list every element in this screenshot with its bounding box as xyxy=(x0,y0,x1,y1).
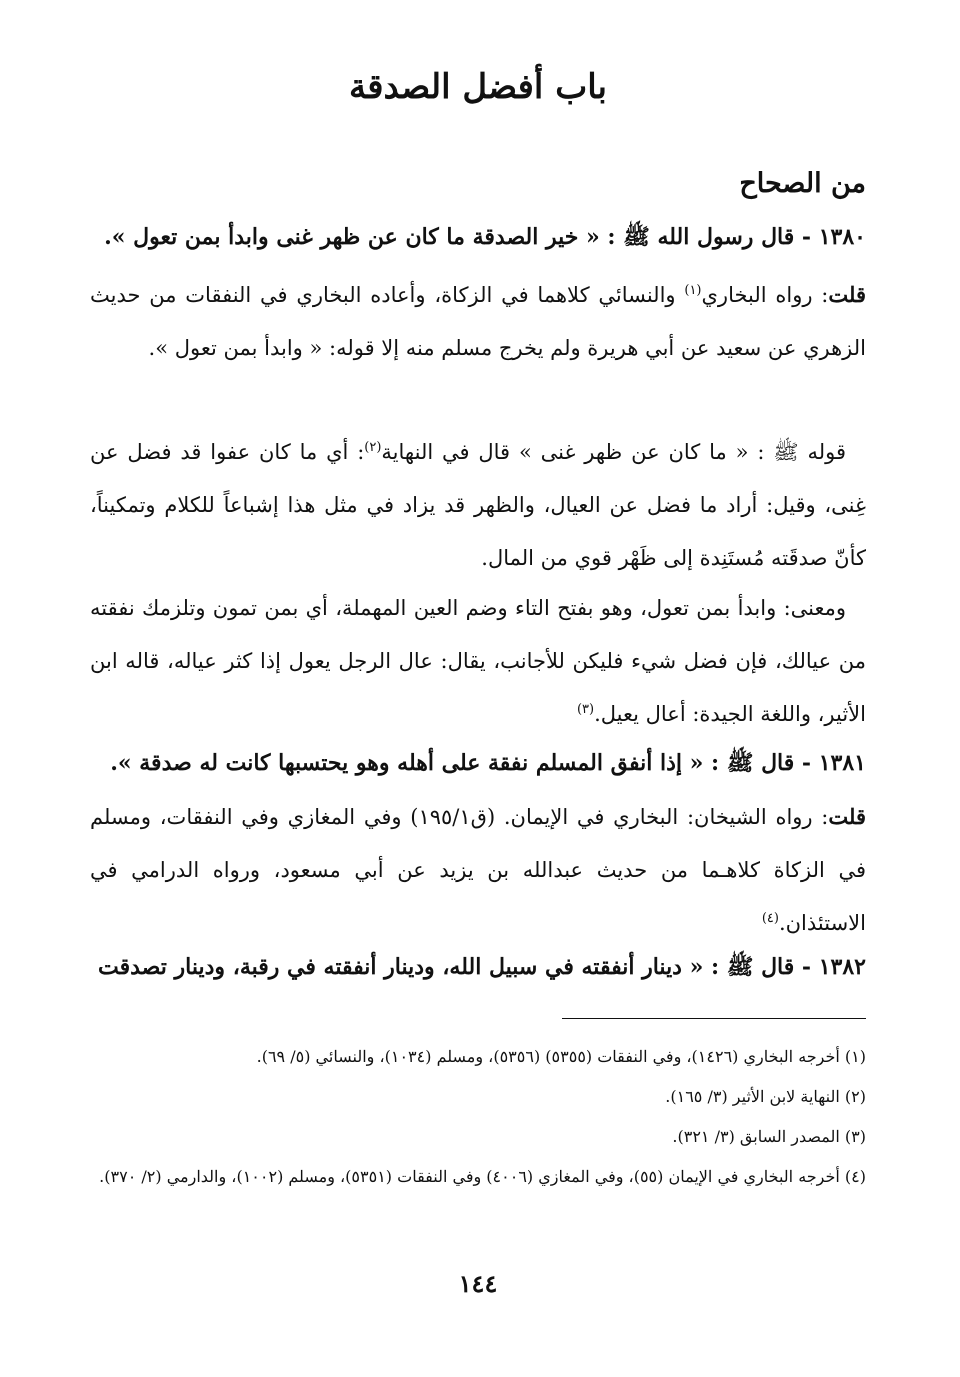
commentary-1380 xyxy=(90,268,866,375)
hadith-1382: ١٣٨٢ - قال ﷺ : « دينار أنفقته في سبيل الله، ودينار أنفقته في رقبة، ودينار تصدقت xyxy=(98,954,866,980)
section-heading: من الصحاح xyxy=(739,168,866,199)
explanation-text: : أي ما كان عفوا قد فضل عن غِنى، وقيل: أراد ما فضل عن العيال، والظهر قد يزاد في مثل هذا إشباعاً للكلام وتمكيناً، كأنّ صدقَته مُستَنِدة إلى ظَهْر قوي من المال. xyxy=(90,440,866,570)
footnote-ref-1: (١) xyxy=(684,283,702,298)
chapter-title: باب أفضل الصدقة xyxy=(348,67,608,107)
footnote-ref-4: (٤) xyxy=(761,911,779,926)
explanation-paragraph xyxy=(90,582,866,741)
footnote-divider xyxy=(562,1018,866,1019)
footnote-4: (٤) أخرجه البخاري في الإيمان (٥٥)، وفي المغازي (٤٠٠٦) وفي النفقات (٥٣٥١)، ومسلم (١٠٠٢)، والدارمي (٢/ ٣٧٠). xyxy=(99,1167,866,1186)
footnote-2: (٢) النهاية لابن الأثير (٣/ ١٦٥). xyxy=(665,1087,866,1106)
explanation-text: قوله ﷺ : « ما كان عن ظهر غنى » قال في النهاية xyxy=(381,440,846,464)
commentary-label: قلت xyxy=(828,804,866,829)
hadith-1380: ١٣٨٠ - قال رسول الله ﷺ : « خير الصدقة ما كان عن ظهر غنى وابدأ بمن تعول ». xyxy=(104,224,866,250)
explanation-text: ومعنى: وابدأ بمن تعول، وهو بفتح التاء وضم العين المهملة، أي بمن تمون وتلزمك نفقته من عيالك، فإن فضل شيء فليكن للأجانب، يقال: عال الرجل يعول إذا كثر عياله، قاله ابن الأثير، واللغة الجيدة: أعال يعيل. xyxy=(90,596,866,726)
commentary-text: : رواه البخاري xyxy=(701,283,829,307)
footnote-3: (٣) المصدر السابق (٣/ ٣٢١). xyxy=(672,1127,866,1146)
page-number: ١٤٤ xyxy=(458,1269,498,1298)
footnote-ref-3: (٣) xyxy=(576,702,595,717)
commentary-label: قلت xyxy=(828,282,866,307)
footnotes xyxy=(90,1037,866,1197)
commentary-1381 xyxy=(90,790,866,950)
book-page xyxy=(90,0,866,1377)
commentary-text: والنسائي كلاهما في الزكاة، وأعاده البخاري في النفقات من حديث الزهري عن سعيد عن أبي هريرة ولم يخرج مسلم منه إلا قوله: « وابدأ بمن تعول ». xyxy=(90,283,866,360)
hadith-1381: ١٣٨١ - قال ﷺ : « إذا أنفق المسلم نفقة على أهله وهو يحتسبها كانت له صدقة ». xyxy=(110,750,866,776)
commentary-text: : رواه الشيخان: البخاري في الإيمان. (ق١٩٥/١) وفي المغازي وفي النفقات، ومسلم في الزكاة كلاهـما من حديث عبدالله بن يزيد عن أبي مسعود، ورواه الدرامي في الاستئذان. xyxy=(90,805,866,935)
footnote-1: (١) أخرجه البخاري (١٤٢٦)، وفي النفقات (٥٣٥٥) (٥٣٥٦)، ومسلم (١٠٣٤)، والنسائي (٥/ ٦٩). xyxy=(256,1047,866,1066)
footnote-ref-2: (٢) xyxy=(364,440,382,455)
explanation-paragraph xyxy=(90,426,866,585)
